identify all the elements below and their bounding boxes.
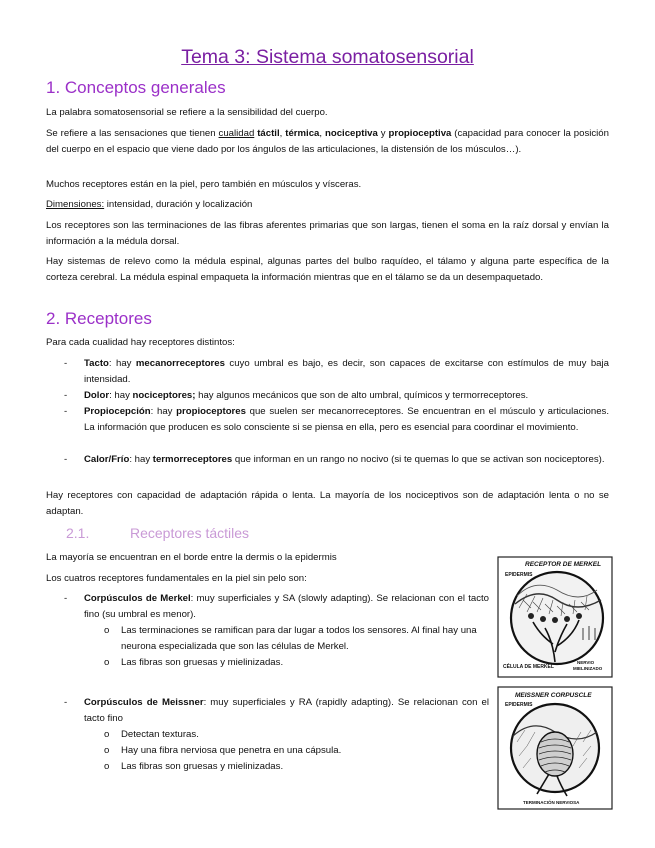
figure-title: MEISSNER CORPUSCLE	[515, 692, 592, 699]
paragraph: Se refiere a las sensaciones que tienen cualidad táctil, térmica, nociceptiva y propioceptiva (capacidad para conocer la posición del cuerpo en el espacio que viene dado por los ángulos de las articulaciones, la distensión de los músculos…).	[46, 128, 609, 155]
figure-label: NERVIO	[577, 660, 595, 665]
figure-label: EPIDERMIS	[505, 572, 533, 578]
page-title: Tema 3: Sistema somatosensorial	[181, 46, 474, 68]
paragraph: La mayoría se encuentran en el borde entre la dermis o la epidermis	[46, 552, 337, 563]
subsection-heading: 2.1. Receptores táctiles	[66, 525, 250, 541]
bullet-marker: -	[64, 358, 68, 369]
bullet-marker: -	[64, 390, 68, 401]
sub-list-item: Las terminaciones se ramifican para dar lugar a todos los sensores. Al final hay una neurona especializada que son las células de Merkel.	[121, 625, 477, 652]
figure-label: EPIDERMIS	[505, 702, 533, 708]
paragraph: Muchos receptores están en la piel, pero también en músculos y vísceras.	[46, 179, 362, 190]
circle-marker: o	[104, 729, 110, 740]
list-item-merkel: Corpúsculos de Merkel: muy superficiales y SA (slowly adapting). Se relacionan con el tacto fino (su umbral es menor).	[84, 593, 489, 620]
figure-title: RECEPTOR DE MERKEL	[525, 561, 602, 568]
merkel-receptor-illustration	[497, 556, 613, 678]
bullet-marker: -	[64, 406, 68, 417]
list-item: Tacto: hay mecanorreceptores cuyo umbral es bajo, es decir, son capaces de excitarse con estímulos de muy baja intensidad.	[84, 358, 609, 385]
figure-label: MIELINIZADO	[573, 666, 603, 671]
list-item: Calor/Frío: hay termorreceptores que informan en un rango no nocivo (si te quemas lo que se activan son nociceptores).	[84, 454, 605, 465]
circle-marker: o	[104, 761, 110, 772]
paragraph: Hay sistemas de relevo como la médula espinal, algunas partes del bulbo raquídeo, el tálamo y alguna parte específica de la corteza cerebral. La médula espinal empaqueta la información mientras que en el tálamo se da un desempaquetado.	[46, 256, 609, 283]
circle-marker: o	[104, 745, 110, 756]
sub-list-item: Hay una fibra nerviosa que penetra en una cápsula.	[121, 745, 342, 756]
meissner-corpuscle-illustration	[497, 686, 613, 810]
bullet-marker: -	[64, 593, 68, 604]
list-item: Dolor: hay nociceptores; hay algunos mecánicos que son de alto umbral, químicos y termorreceptores.	[84, 390, 529, 401]
section-heading-receptores: 2. Receptores	[46, 309, 152, 328]
figure-label: TERMINACIÓN NERVIOSA	[523, 800, 580, 805]
paragraph: Para cada cualidad hay receptores distintos:	[46, 337, 235, 348]
section-heading-conceptos: 1. Conceptos generales	[46, 78, 226, 97]
list-item: Propiocepción: hay propioceptores que suelen ser mecanorreceptores. Se encuentran en el músculo y articulaciones. La información que producen es solo consciente si se piensa en ella, pero es esencial para coordinar el movimiento.	[84, 406, 610, 433]
paragraph: Los receptores son las terminaciones de las fibras aferentes primarias que son largas, tienen el soma en la raíz dorsal y envían la información a la médula dorsal.	[46, 220, 609, 247]
list-item-meissner: Corpúsculos de Meissner: muy superficiales y RA (rapidly adapting). Se relacionan con el tacto fino	[84, 697, 489, 724]
sub-list-item: Detectan texturas.	[121, 729, 199, 740]
paragraph: Los cuatros receptores fundamentales en la piel sin pelo son:	[46, 573, 307, 584]
bullet-marker: -	[64, 454, 68, 465]
paragraph: Hay receptores con capacidad de adaptación rápida o lenta. La mayoría de los nociceptivos son de adaptación lenta o no se adaptan.	[46, 490, 609, 517]
sub-list-item: Las fibras son gruesas y mielinizadas.	[121, 761, 284, 772]
paragraph: La palabra somatosensorial se refiere a la sensibilidad del cuerpo.	[46, 107, 328, 118]
sub-list-item: Las fibras son gruesas y mielinizadas.	[121, 657, 284, 668]
circle-marker: o	[104, 657, 110, 668]
figure-label: CÉLULA DE MERKEL	[503, 664, 554, 670]
bullet-marker: -	[64, 697, 68, 708]
paragraph: Dimensiones: intensidad, duración y localización	[46, 199, 253, 210]
circle-marker: o	[104, 625, 110, 636]
